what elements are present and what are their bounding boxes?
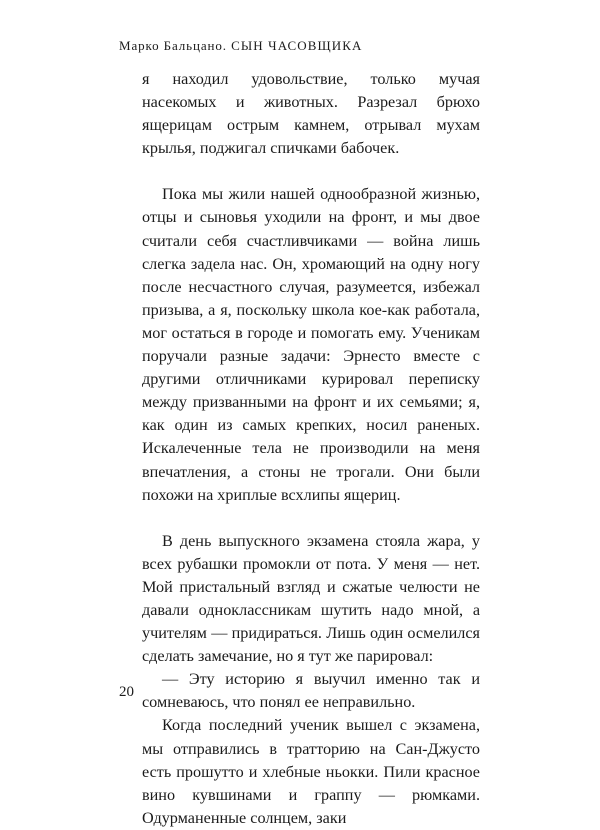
paragraph-dialogue: — Эту историю я выучил именно так и сомневаюсь, что понял ее неправильно. (142, 670, 480, 712)
book-title: СЫН ЧАСОВЩИКА (231, 38, 363, 53)
paragraph-5: Когда последний ученик вышел с экзамена, мы отправились в тратторию на Сан-Джусто есть прошутто и хлебные ньокки. Пили красное вино кувшинами и граппу — рюмками. Одурманенные солнцем, заки (142, 716, 480, 827)
page-number: 20 (119, 684, 134, 700)
paragraph-1: я находил удовольствие, только мучая насекомых и животных. Разрезал брюхо ящерицам острым камнем, отрывал мухам крылья, поджигал спичками бабочек. (142, 70, 480, 158)
page-body (142, 68, 480, 830)
running-head (119, 38, 363, 54)
paragraph-3: В день выпускного экзамена стояла жара, у всех рубашки промокли от пота. У меня — нет. Мой пристальный взгляд и сжатые челюсти не давали одноклассникам шутить надо мной, а учителям — придираться. Лишь один осмелился сделать замечание, но я тут же парировал: (142, 531, 480, 666)
paragraph-2: Пока мы жили нашей однообразной жизнью, отцы и сыновья уходили на фронт, и мы двое считали себя счастливчиками — война лишь слегка задела нас. Он, хромающий на одну ногу после несчастного случая, разумеется, избежал призыва, а я, поскольку школа кое-как работала, мог остаться в городе и помогать ему. Ученикам поручали разные задачи: Эрнесто вместе с другими отличниками курировал переписку между призванными на фронт и их семьями; я, как один из самых крепких, носил раненых. Искалеченные тела не производили на меня впечатления, а стоны не трогали. Они были похожи на хриплые всхлипы ящериц. (142, 185, 480, 504)
author-name: Марко Бальцано. (119, 38, 227, 53)
